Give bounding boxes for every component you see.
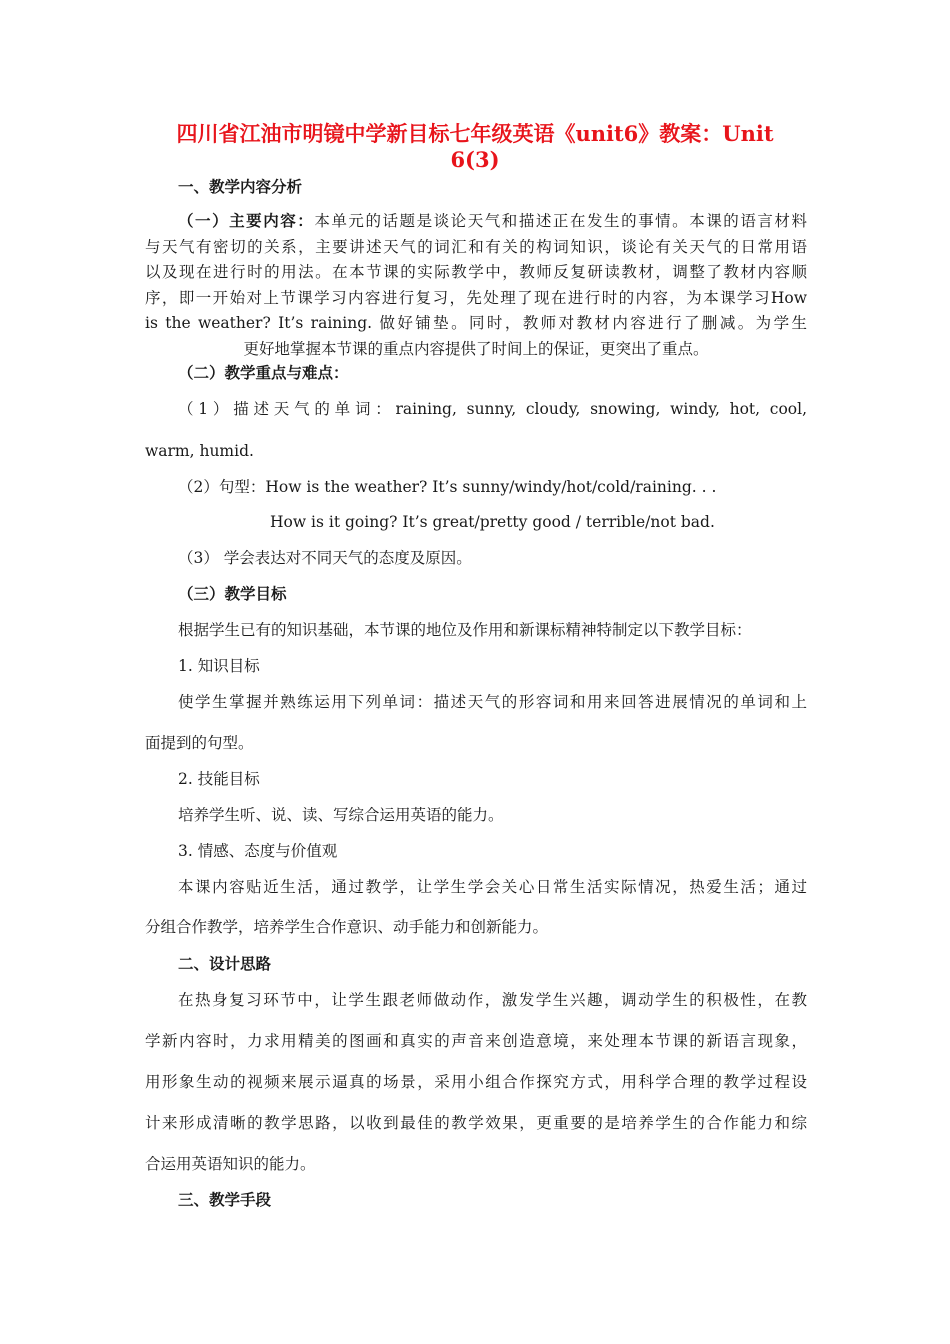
design-line-1: 在热身复习环节中，让学生跟老师做动作，激发学生兴趣，调动学生的积极性，在教 xyxy=(178,991,807,1009)
section-1-heading: 一、教学内容分析 xyxy=(178,177,303,196)
section-2-heading: 二、设计思路 xyxy=(178,954,272,973)
teaching-goals-intro: 根据学生已有的知识基础，本节课的地位及作用和新课标精神特制定以下教学目标： xyxy=(178,621,752,639)
goal-3-line-2: 分组合作教学，培养学生合作意识、动手能力和创新能力。 xyxy=(145,918,549,936)
main-content-line-4: 序，即一开始对上节课学习内容进行复习，先处理了现在进行时的内容，为本课学习How xyxy=(145,289,807,307)
key-points-heading: （二）教学重点与难点： xyxy=(178,363,349,382)
main-content-line-6: 更好地掌握本节课的重点内容提供了时间上的保证，更突出了重点。 xyxy=(243,340,709,358)
goal-2-heading: 2. 技能目标 xyxy=(178,770,260,788)
design-line-2: 学新内容时，力求用精美的图画和真实的声音来创造意境，来处理本节课的新语言现象， xyxy=(145,1032,807,1050)
design-line-3: 用形象生动的视频来展示逼真的场景，采用小组合作探究方式，用科学合理的教学过程设 xyxy=(145,1073,807,1091)
design-line-5: 合运用英语知识的能力。 xyxy=(145,1155,316,1173)
goal-2-text: 培养学生听、说、读、写综合运用英语的能力。 xyxy=(178,806,504,824)
main-content-line-5: is the weather? It’s raining. 做好铺垫。同时，教师对教材内容进行了删减。为学生 xyxy=(145,314,807,332)
key-point-1-line-2: warm, humid. xyxy=(145,442,254,460)
document-title xyxy=(145,121,805,173)
section-3-heading: 三、教学手段 xyxy=(178,1190,272,1209)
title-line-2: 6(3) xyxy=(450,147,500,172)
key-point-2-continued: How is it going? It’s great/pretty good / terrible/not bad. xyxy=(270,513,715,531)
title-line-1: 四川省江油市明镜中学新目标七年级英语《unit6》教案：Unit xyxy=(176,121,774,146)
main-content-line-3: 以及现在进行时的用法。在本节课的实际教学中，教师反复研读教材，调整了教材内容顺 xyxy=(145,263,807,281)
main-content-line-2: 与天气有密切的关系，主要讲述天气的词汇和有关的构词知识，谈论有关天气的日常用语 xyxy=(145,238,807,256)
goal-1-line-1: 使学生掌握并熟练运用下列单词：描述天气的形容词和用来回答进展情况的单词和上 xyxy=(178,693,807,711)
key-point-2: （2）句型：How is the weather? It’s sunny/windy/hot/cold/raining. . . xyxy=(178,478,717,496)
main-content-text-1: 本单元的话题是谈论天气和描述正在发生的事情。本课的语言材料 xyxy=(314,212,807,230)
teaching-goals-heading: （三）教学目标 xyxy=(178,584,287,603)
goal-1-heading: 1. 知识目标 xyxy=(178,657,260,675)
key-point-1-line-1: （1）描述天气的单词：raining, sunny, cloudy, snowing, windy, hot, cool, xyxy=(178,400,807,418)
goal-3-line-1: 本课内容贴近生活，通过教学，让学生学会关心日常生活实际情况，热爱生活；通过 xyxy=(178,878,807,896)
goal-3-heading: 3. 情感、态度与价值观 xyxy=(178,842,338,860)
design-line-4: 计来形成清晰的教学思路，以收到最佳的教学效果，更重要的是培养学生的合作能力和综 xyxy=(145,1114,807,1132)
key-point-3: （3） 学会表达对不同天气的态度及原因。 xyxy=(178,549,472,567)
goal-1-line-2: 面提到的句型。 xyxy=(145,734,254,752)
main-content-label: （一）主要内容： xyxy=(178,211,315,230)
main-content-line-1 xyxy=(178,211,807,231)
